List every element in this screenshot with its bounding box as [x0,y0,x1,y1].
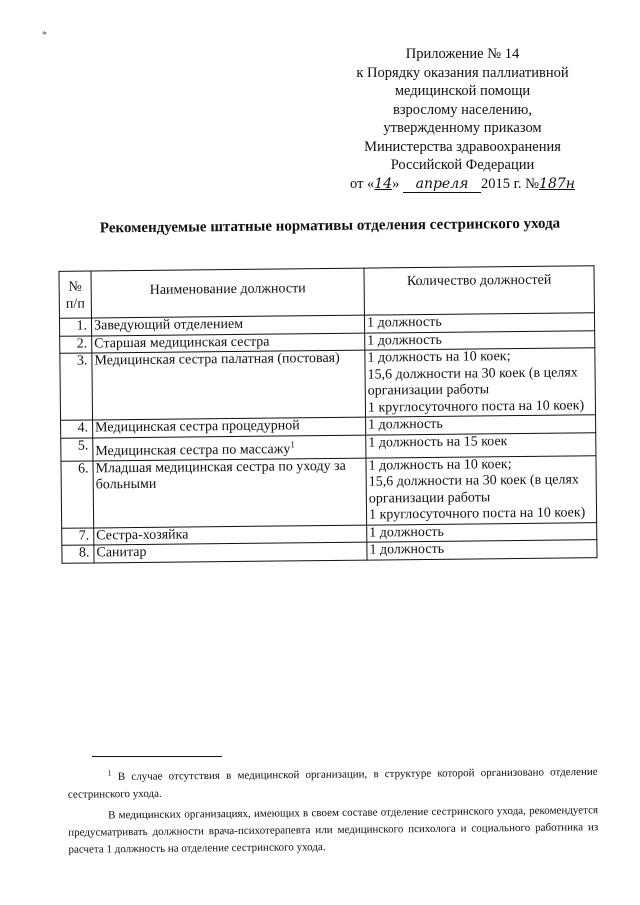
appendix-line: Министерства здравоохранения [364,138,561,155]
quantity-line: 1 должность [369,524,444,541]
quantity-line: 1 должность [366,314,442,331]
order-date-line [340,175,585,194]
appendix-line: Приложение № 14 [405,46,520,62]
position-name: Медицинская сестра по массажу [95,441,291,459]
row-num: 3. [60,353,93,420]
staffing-table [58,265,597,563]
order-number: 187н [539,175,575,192]
quantity-line: 1 должность [369,541,445,558]
document-title: Рекомендуемые штатные нормативы отделения сестринского ухода [99,215,561,237]
row-quantity [366,432,596,458]
footnote-marker: 1 [107,768,112,778]
footnote-text: В случае отсутствия в медицинской организации, в структуре которой организовано отделение сестринского ухода. [67,765,598,801]
quantity-line: 1 должность на 15 коек [368,433,508,451]
date-month: апреля [403,177,481,193]
corner-mark: * [42,30,47,41]
row-position [93,435,366,461]
row-position: Санитар [94,542,367,562]
row-position: Младшая медицинская сестра по уходу за больными [93,458,367,528]
row-num: 2. [60,335,92,353]
row-position: Медицинская сестра процедурной [93,417,366,437]
footnote [68,759,599,858]
quantity-line: 1 должность [368,416,443,433]
row-num: 4. [61,420,93,438]
quantity-line: 15,6 должности на 30 коек (в целях [367,364,578,383]
quantity-line: организации работы [367,382,490,399]
date-day: 14 [374,175,393,192]
footnote-divider [92,756,222,757]
row-position: Старшая медицинская сестра [92,333,365,353]
footnote-text: В медицинских организациях, имеющих в своем составе отделение сестринского ухода, рекомендуется предусматривать должности врача-психотерапевта или медицинского психолога и социального работника из расчета 1 должность на отделение сестринского ухода. [68,803,599,856]
row-num: 1. [59,318,91,336]
footnote-paragraph [68,759,598,803]
row-num: 6. [61,461,94,528]
quantity-line: 1 должность на 10 коек; [368,456,512,474]
quantity-line: 1 должность [367,332,442,349]
row-position: Сестра-хозяйка [94,525,367,545]
date-prefix: от « [350,175,375,192]
header-quantity: Количество должностей [364,266,594,315]
appendix-line: к Порядку оказания паллиативной [356,64,569,81]
row-num: 7. [62,528,94,546]
date-mid: » [392,175,400,192]
date-year: 2015 г. № [481,175,540,192]
table-row [61,455,597,528]
row-num: 5. [61,437,93,460]
quantity-line: 1 должность на 10 коек; [367,349,511,366]
header-name: Наименование должности [91,268,364,318]
row-quantity [365,348,596,417]
table-header-row [59,266,594,319]
quantity-line: 1 круглосуточного поста на 10 коек) [367,397,585,416]
row-quantity [366,455,597,524]
header-num: № п/п [59,271,91,318]
appendix-line: взрослому населению, [392,101,533,118]
row-position: Медицинская сестра палатная (постовая) [92,350,366,420]
quantity-line: 1 круглосуточного поста на 10 коек) [368,505,586,523]
appendix-line: Российской Федерации [390,157,535,173]
appendix-line: утвержденному приказом [383,120,542,136]
quantity-line: 15,6 должности на 30 коек (в целях [368,472,579,490]
row-num: 8. [62,545,94,563]
row-position: Заведующий отделением [91,315,364,335]
footnote-ref: 1 [290,438,295,449]
row-quantity [367,540,597,560]
quantity-line: организации работы [368,489,491,507]
footnote-paragraph [68,802,599,859]
table-row [60,348,596,421]
appendix-line: медицинской помощи [394,83,531,99]
appendix-header [340,45,585,193]
